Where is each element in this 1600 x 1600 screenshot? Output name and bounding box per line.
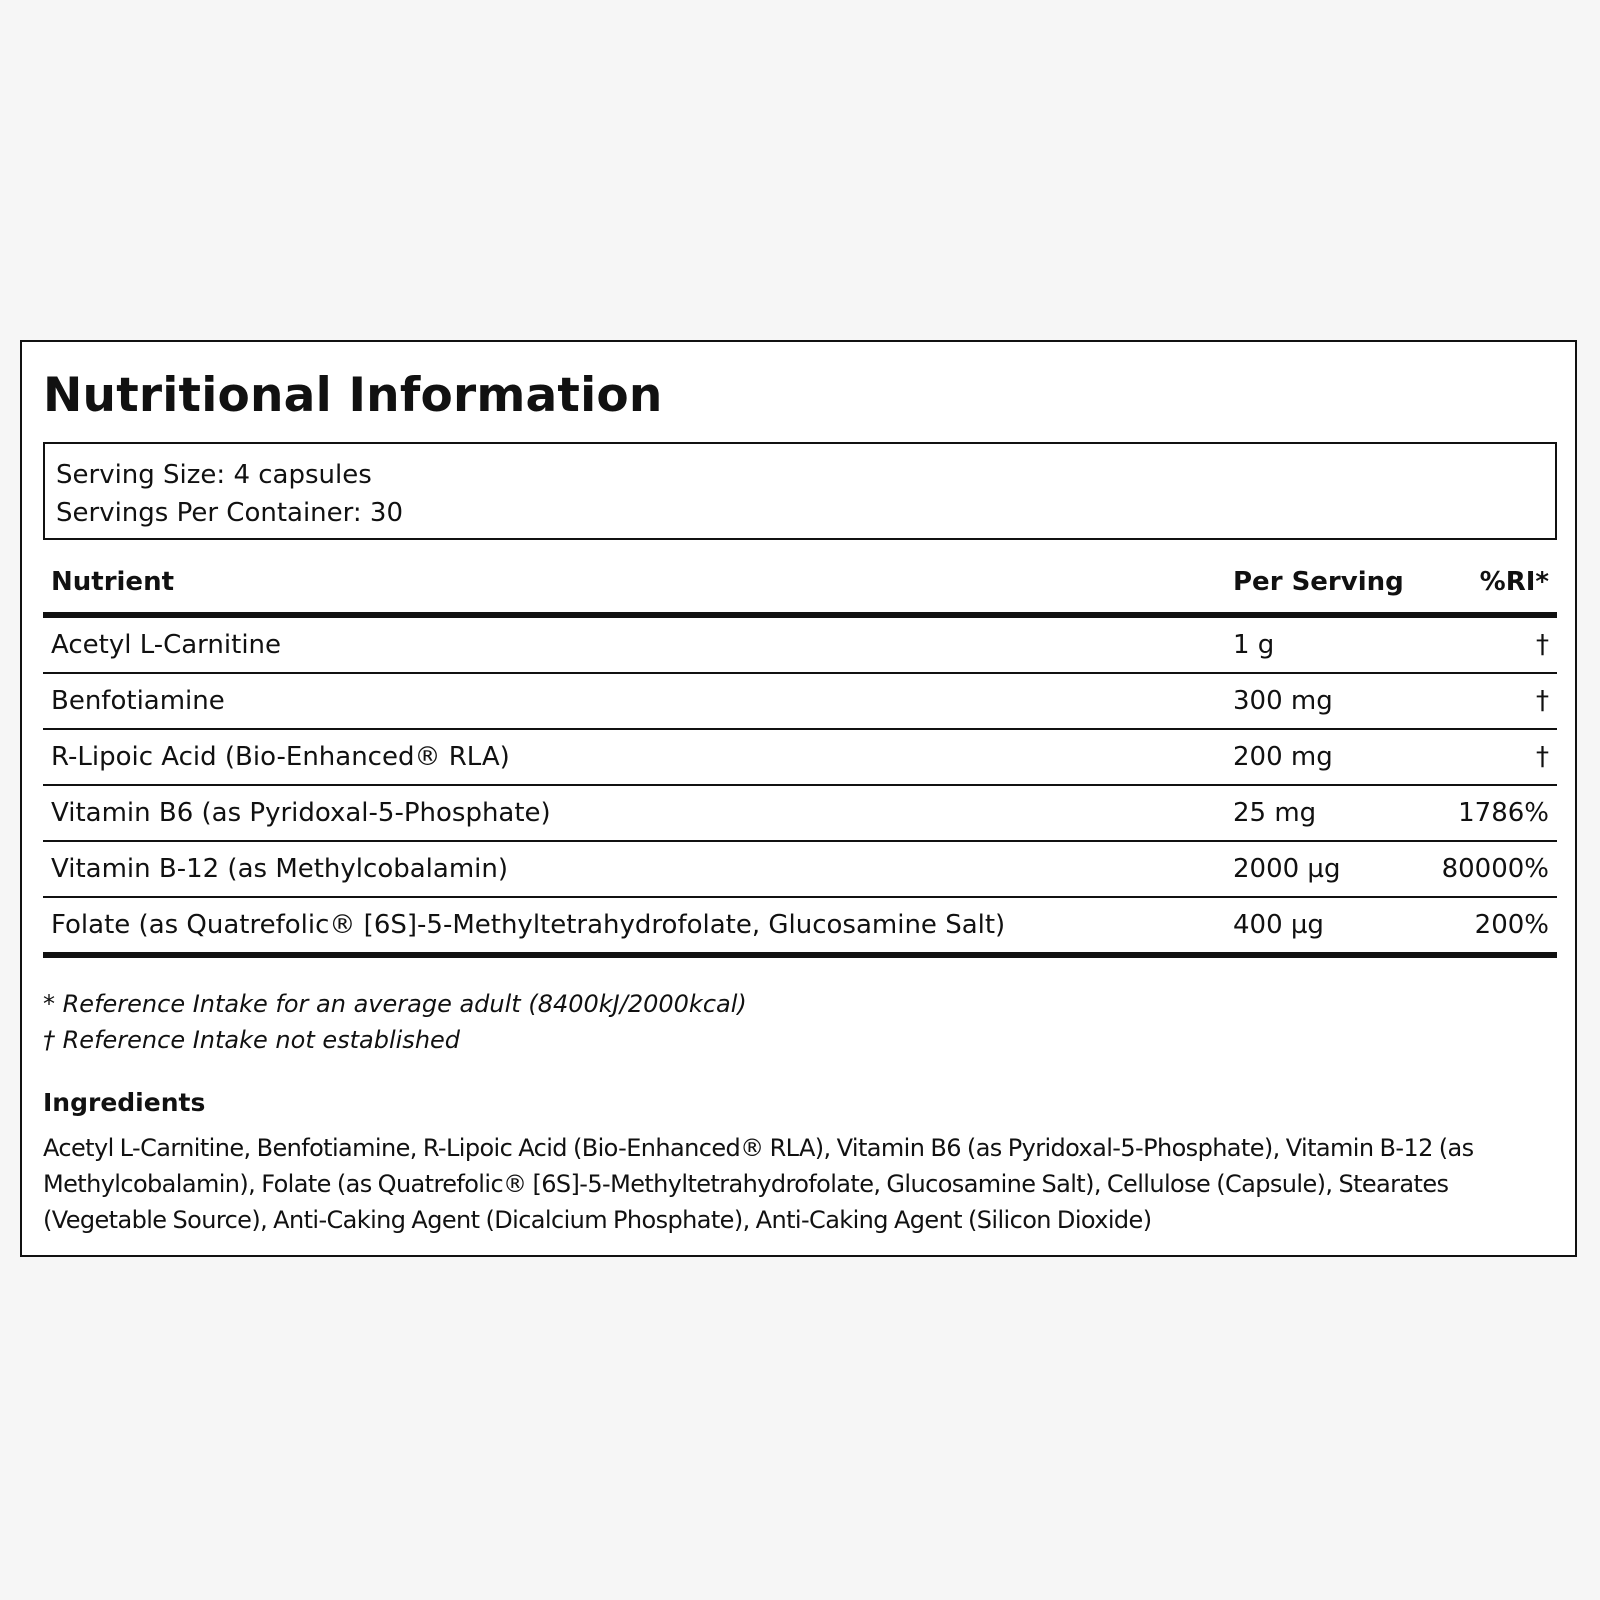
table-row — [43, 674, 1557, 730]
nutrient-ri: 200% — [1474, 910, 1549, 940]
nutrient-amount: 2000 µg — [1233, 854, 1341, 884]
serving-size: Serving Size: 4 capsules — [56, 460, 372, 490]
nutrient-name: Vitamin B6 (as Pyridoxal-5-Phosphate) — [51, 798, 551, 828]
table-row — [43, 618, 1557, 674]
nutrient-ri: 1786% — [1458, 798, 1549, 828]
dagger-footnote: † Reference Intake not established — [43, 1026, 461, 1054]
nutrient-name: R-Lipoic Acid (Bio-Enhanced® RLA) — [51, 742, 510, 772]
nutrient-name: Folate (as Quatrefolic® [6S]-5-Methyltetrahydrofolate, Glucosamine Salt) — [51, 910, 1006, 940]
header-nutrient: Nutrient — [51, 567, 175, 597]
nutrient-amount: 400 µg — [1233, 910, 1324, 940]
header-per-serving: Per Serving — [1233, 567, 1404, 597]
nutrition-panel — [20, 340, 1577, 1257]
page-title: Nutritional Information — [43, 368, 663, 423]
table-row — [43, 842, 1557, 898]
ingredients-text: Acetyl L-Carnitine, Benfotiamine, R-Lipoic Acid (Bio-Enhanced® RLA), Vitamin B6 (as Pyridoxal-5-Phosphate), Vitamin B-12 (as Methylcobalamin), Folate (as Quatrefolic® [6S]-5-Methyltetrahydrofolate, Glucosamine Salt), Cellulose (Capsule), Stearates (Vegetable Source), Anti-Caking Agent (Dicalcium Phosphate), Anti-Caking Agent (Silicon Dioxide) — [43, 1134, 1474, 1234]
nutrient-ri: † — [1536, 630, 1549, 660]
nutrient-amount: 300 mg — [1233, 686, 1333, 716]
nutrient-table — [43, 560, 1557, 958]
table-row — [43, 730, 1557, 786]
nutrient-amount: 1 g — [1233, 630, 1275, 660]
footnotes — [43, 986, 747, 1058]
serving-info-box — [43, 442, 1557, 540]
table-header — [43, 560, 1557, 618]
table-row — [43, 786, 1557, 842]
nutrient-name: Vitamin B-12 (as Methylcobalamin) — [51, 854, 508, 884]
nutrient-ri: 80000% — [1441, 854, 1549, 884]
table-row — [43, 898, 1557, 958]
nutrient-name: Benfotiamine — [51, 686, 225, 716]
nutrient-ri: † — [1536, 686, 1549, 716]
nutrient-name: Acetyl L-Carnitine — [51, 630, 282, 660]
nutrient-amount: 25 mg — [1233, 798, 1317, 828]
nutrient-ri: † — [1536, 742, 1549, 772]
nutrient-amount: 200 mg — [1233, 742, 1333, 772]
servings-per-container: Servings Per Container: 30 — [56, 498, 404, 528]
ri-footnote: * Reference Intake for an average adult (8400kJ/2000kcal) — [43, 990, 747, 1018]
header-ri: %RI* — [1479, 567, 1549, 597]
ingredients-heading: Ingredients — [43, 1088, 206, 1117]
